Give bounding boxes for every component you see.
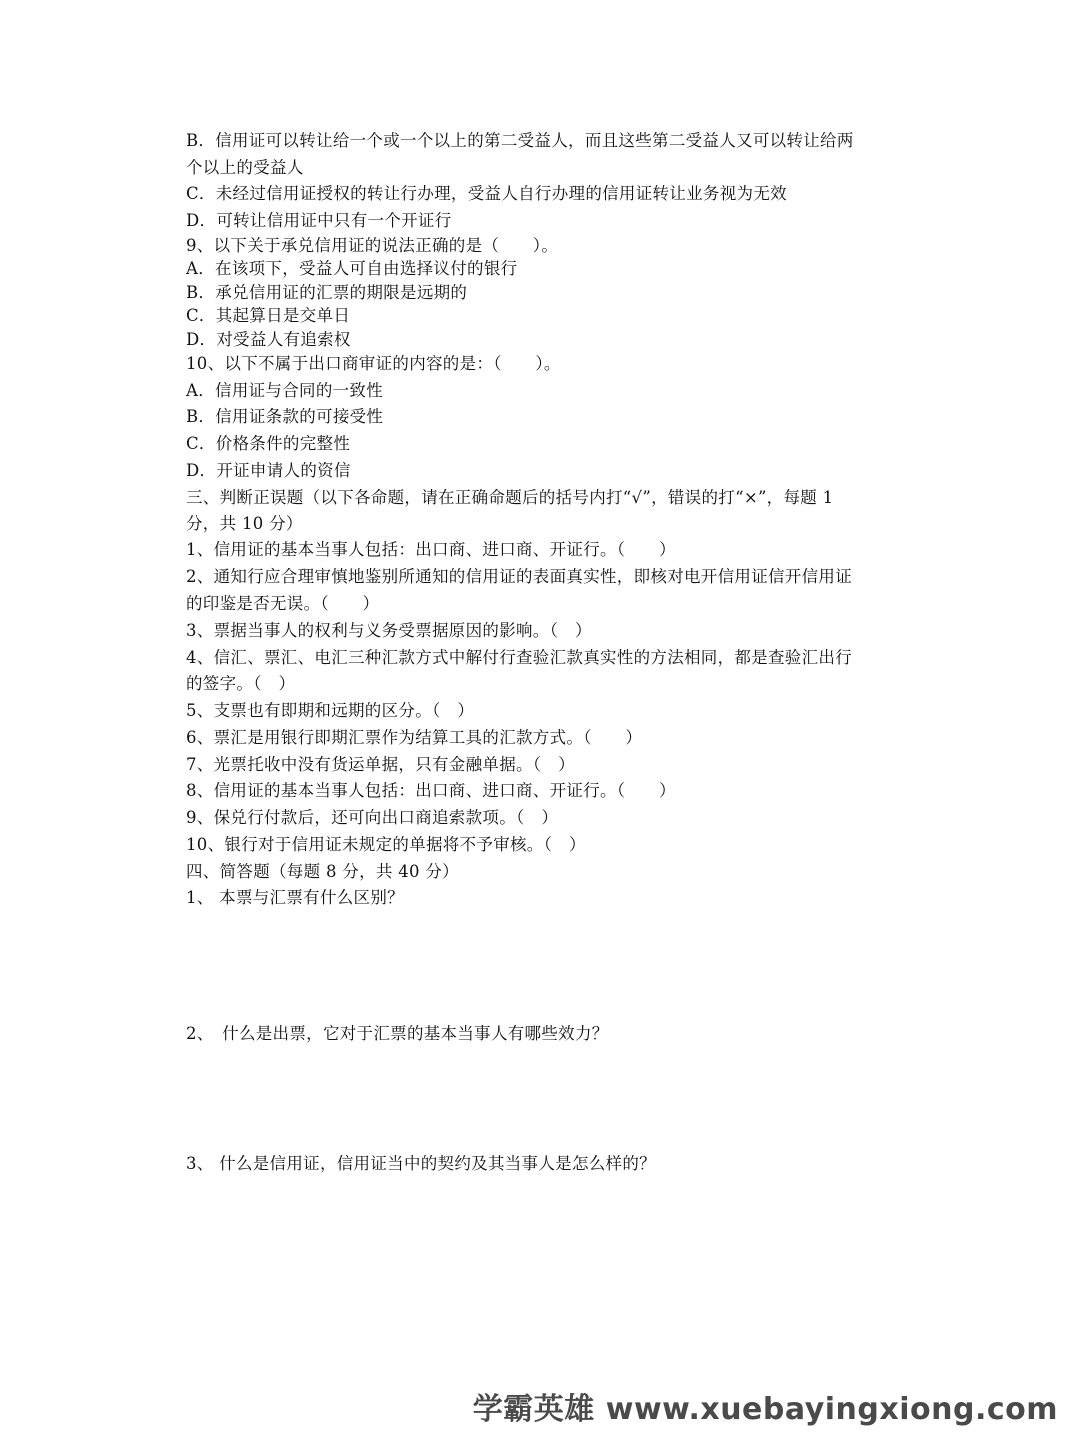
section-3-heading-continued: 分，共 10 分） [186, 514, 303, 533]
true-false-5: 5、支票也有即期和远期的区分。（ ） [186, 701, 475, 720]
short-answer-1: 1、 本票与汇票有什么区别？ [186, 888, 404, 907]
question-10: 10、以下不属于出口商审证的内容的是：（ ）。 [186, 354, 561, 373]
short-answer-3: 3、 什么是信用证，信用证当中的契约及其当事人是怎么样的？ [186, 1154, 656, 1173]
true-false-3: 3、票据当事人的权利与义务受票据原因的影响。（ ） [186, 621, 592, 640]
section-4-heading: 四、简答题（每题 8 分，共 40 分） [186, 862, 459, 881]
true-false-4-continued: 的签字。（ ） [186, 674, 296, 693]
question-10-option-c: C．价格条件的完整性 [186, 434, 351, 453]
question-8-option-d: D．可转让信用证中只有一个开证行 [186, 211, 452, 230]
true-false-9: 9、保兑行付款后，还可向出口商追索款项。（ ） [186, 808, 559, 827]
true-false-4: 4、信汇、票汇、电汇三种汇款方式中解付行查验汇款真实性的方法相同，都是查验汇出行 [186, 648, 852, 667]
question-10-option-d: D．开证申请人的资信 [186, 461, 351, 480]
true-false-10: 10、银行对于信用证未规定的单据将不予审核。（ ） [186, 835, 586, 854]
question-9-option-c: C．其起算日是交单日 [186, 306, 351, 325]
question-8-option-c: C．未经过信用证授权的转让行办理，受益人自行办理的信用证转让业务视为无效 [186, 184, 787, 203]
question-10-option-b: B．信用证条款的可接受性 [186, 407, 384, 426]
question-9-option-d: D．对受益人有追索权 [186, 330, 351, 349]
question-9-option-b: B．承兑信用证的汇票的期限是远期的 [186, 283, 468, 302]
true-false-8: 8、信用证的基本当事人包括：出口商、进口商、开证行。（ ） [186, 781, 676, 800]
short-answer-2: 2、 什么是出票，它对于汇票的基本当事人有哪些效力？ [186, 1024, 609, 1043]
section-3-heading: 三、判断正误题（以下各命题，请在正确命题后的括号内打“√”，错误的打“×”，每题 1 [186, 488, 834, 507]
question-8-option-b: B．信用证可以转让给一个或一个以上的第二受益人，而且这些第二受益人又可以转让给两 [186, 131, 854, 150]
true-false-6: 6、票汇是用银行即期汇票作为结算工具的汇款方式。（ ） [186, 728, 643, 747]
true-false-2-continued: 的印鉴是否无误。（ ） [186, 594, 380, 613]
question-8-option-b-continued: 个以上的受益人 [186, 158, 304, 177]
question-10-option-a: A．信用证与合同的一致性 [186, 381, 384, 400]
question-9-option-a: A．在该项下，受益人可自由选择议付的银行 [186, 259, 518, 278]
site-watermark: 学霸英雄 www.xuebayingxiong.com [472, 1392, 1058, 1427]
true-false-7: 7、光票托收中没有货运单据，只有金融单据。（ ） [186, 755, 575, 774]
true-false-1: 1、信用证的基本当事人包括：出口商、进口商、开证行。（ ） [186, 540, 676, 559]
true-false-2: 2、通知行应合理审慎地鉴别所通知的信用证的表面真实性，即核对电开信用证信开信用证 [186, 567, 852, 586]
question-9: 9、以下关于承兑信用证的说法正确的是（ ）。 [186, 236, 559, 255]
